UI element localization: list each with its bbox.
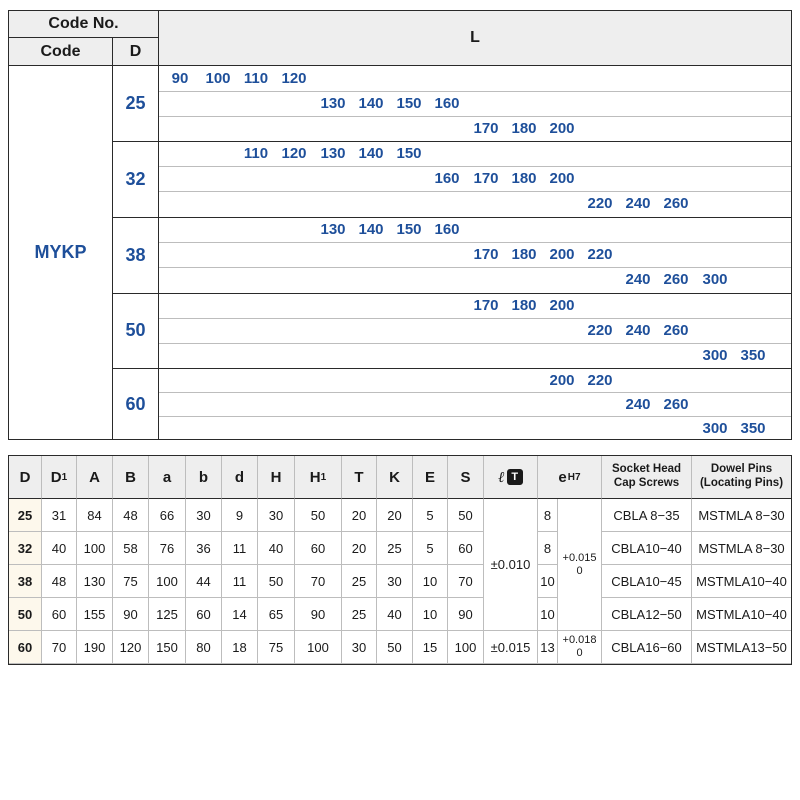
product-code: MYKP bbox=[9, 66, 113, 439]
cell-screw: CBLA 8−35 bbox=[602, 499, 692, 532]
length-value: 120 bbox=[281, 70, 307, 87]
cell-e: 10 bbox=[413, 598, 448, 631]
cell-a: 76 bbox=[149, 532, 186, 565]
cell-a: 66 bbox=[149, 499, 186, 532]
length-value: 200 bbox=[549, 246, 575, 263]
cell-d1: 70 bbox=[42, 631, 77, 664]
length-value: 200 bbox=[549, 297, 575, 314]
cell-d: 60 bbox=[9, 631, 42, 664]
length-value: 90 bbox=[171, 70, 189, 87]
cell-h1: 90 bbox=[295, 598, 342, 631]
cell-e: 15 bbox=[413, 631, 448, 664]
cell-pin: MSTMLA10−40 bbox=[692, 565, 791, 598]
length-value: 240 bbox=[625, 322, 651, 339]
lt-tolerance: ±0.015 bbox=[484, 631, 538, 664]
header-lt: ℓ T bbox=[484, 456, 538, 499]
cell-e: 5 bbox=[413, 499, 448, 532]
length-value: 150 bbox=[396, 221, 422, 238]
length-value: 350 bbox=[740, 347, 766, 364]
cell-h1: 70 bbox=[295, 565, 342, 598]
cell-d: 18 bbox=[222, 631, 258, 664]
header-screw: Socket Head Cap Screws bbox=[602, 456, 692, 499]
length-value: 130 bbox=[320, 145, 346, 162]
length-value: 220 bbox=[587, 195, 613, 212]
length-row bbox=[159, 416, 791, 441]
cell-k: 40 bbox=[377, 598, 413, 631]
length-selection-table bbox=[8, 10, 792, 440]
cell-d1: 60 bbox=[42, 598, 77, 631]
length-value: 300 bbox=[702, 420, 728, 437]
length-row bbox=[159, 267, 791, 292]
header-s: S bbox=[448, 456, 484, 499]
cell-s: 50 bbox=[448, 499, 484, 532]
cell-a: 84 bbox=[77, 499, 113, 532]
length-value: 300 bbox=[702, 271, 728, 288]
d-value: 25 bbox=[113, 66, 159, 141]
length-value: 180 bbox=[511, 170, 537, 187]
cell-a: 190 bbox=[77, 631, 113, 664]
header-d1: D 1 bbox=[42, 456, 77, 499]
length-value: 150 bbox=[396, 145, 422, 162]
cell-a: 150 bbox=[149, 631, 186, 664]
cell-b: 60 bbox=[186, 598, 222, 631]
length-value: 240 bbox=[625, 195, 651, 212]
length-row bbox=[159, 141, 791, 166]
length-row bbox=[159, 166, 791, 191]
length-value: 170 bbox=[473, 297, 499, 314]
cell-h1: 60 bbox=[295, 532, 342, 565]
cell-b: 80 bbox=[186, 631, 222, 664]
l-header: L bbox=[470, 29, 480, 46]
d-value: 50 bbox=[113, 293, 159, 368]
length-value: 170 bbox=[473, 246, 499, 263]
header-a: a bbox=[149, 456, 186, 499]
length-value: 260 bbox=[663, 195, 689, 212]
cell-k: 20 bbox=[377, 499, 413, 532]
length-value: 240 bbox=[625, 271, 651, 288]
length-value: 110 bbox=[243, 145, 269, 162]
cell-screw: CBLA10−40 bbox=[602, 532, 692, 565]
header-e: e H7 bbox=[538, 456, 602, 499]
length-value: 130 bbox=[320, 95, 346, 112]
cell-d: 11 bbox=[222, 532, 258, 565]
cell-k: 30 bbox=[377, 565, 413, 598]
e-tolerance: +0.018 0 bbox=[558, 631, 602, 664]
cell-a: 100 bbox=[149, 565, 186, 598]
cell-d: 50 bbox=[9, 598, 42, 631]
length-value: 260 bbox=[663, 322, 689, 339]
length-value: 170 bbox=[473, 120, 499, 137]
header-h: H bbox=[258, 456, 295, 499]
length-value: 140 bbox=[358, 95, 384, 112]
length-value: 260 bbox=[663, 271, 689, 288]
length-value: 170 bbox=[473, 170, 499, 187]
e-value: 10 bbox=[538, 598, 558, 631]
cell-s: 60 bbox=[448, 532, 484, 565]
length-row bbox=[159, 343, 791, 368]
cell-h1: 100 bbox=[295, 631, 342, 664]
length-value: 100 bbox=[205, 70, 231, 87]
cell-a: 155 bbox=[77, 598, 113, 631]
cell-d1: 31 bbox=[42, 499, 77, 532]
header-b: B bbox=[113, 456, 149, 499]
cell-b: 75 bbox=[113, 565, 149, 598]
length-value: 350 bbox=[740, 420, 766, 437]
cell-h: 50 bbox=[258, 565, 295, 598]
cell-d: 11 bbox=[222, 565, 258, 598]
cell-d: 38 bbox=[9, 565, 42, 598]
cell-b: 120 bbox=[113, 631, 149, 664]
cell-k: 25 bbox=[377, 532, 413, 565]
length-row bbox=[159, 318, 791, 343]
cell-k: 50 bbox=[377, 631, 413, 664]
length-row bbox=[159, 368, 791, 393]
d-value: 32 bbox=[113, 141, 159, 217]
d-value: 60 bbox=[113, 368, 159, 440]
length-row bbox=[159, 217, 791, 242]
length-value: 160 bbox=[434, 95, 460, 112]
length-row bbox=[159, 191, 791, 216]
cell-e: 10 bbox=[413, 565, 448, 598]
cell-s: 100 bbox=[448, 631, 484, 664]
length-value: 140 bbox=[358, 221, 384, 238]
header-d: d bbox=[222, 456, 258, 499]
cell-screw: CBLA12−50 bbox=[602, 598, 692, 631]
length-row bbox=[159, 392, 791, 417]
length-value: 200 bbox=[549, 170, 575, 187]
length-value: 160 bbox=[434, 170, 460, 187]
cell-d1: 48 bbox=[42, 565, 77, 598]
length-value: 220 bbox=[587, 322, 613, 339]
cell-t: 25 bbox=[342, 598, 377, 631]
cell-t: 30 bbox=[342, 631, 377, 664]
header-t: T bbox=[342, 456, 377, 499]
length-row bbox=[159, 116, 791, 141]
length-row bbox=[159, 293, 791, 318]
length-value: 160 bbox=[434, 221, 460, 238]
code-header: Code bbox=[9, 38, 113, 65]
header-pin: Dowel Pins (Locating Pins) bbox=[692, 456, 791, 499]
header-b: b bbox=[186, 456, 222, 499]
cell-t: 20 bbox=[342, 532, 377, 565]
cell-h: 40 bbox=[258, 532, 295, 565]
header-h1: H 1 bbox=[295, 456, 342, 499]
length-row bbox=[159, 242, 791, 267]
cell-b: 30 bbox=[186, 499, 222, 532]
length-value: 120 bbox=[281, 145, 307, 162]
cell-h: 65 bbox=[258, 598, 295, 631]
cell-a: 100 bbox=[77, 532, 113, 565]
length-value: 220 bbox=[587, 372, 613, 389]
length-value: 260 bbox=[663, 396, 689, 413]
cell-a: 130 bbox=[77, 565, 113, 598]
cell-e: 5 bbox=[413, 532, 448, 565]
length-value: 110 bbox=[243, 70, 269, 87]
length-value: 300 bbox=[702, 347, 728, 364]
cell-a: 125 bbox=[149, 598, 186, 631]
cell-pin: MSTMLA 8−30 bbox=[692, 532, 791, 565]
e-value: 13 bbox=[538, 631, 558, 664]
cell-t: 25 bbox=[342, 565, 377, 598]
d-value: 38 bbox=[113, 217, 159, 293]
cell-pin: MSTMLA 8−30 bbox=[692, 499, 791, 532]
cell-s: 90 bbox=[448, 598, 484, 631]
length-value: 220 bbox=[587, 246, 613, 263]
lt-tolerance: ±0.010 bbox=[484, 499, 538, 631]
cell-d: 9 bbox=[222, 499, 258, 532]
header-d: D bbox=[9, 456, 42, 499]
e-value: 10 bbox=[538, 565, 558, 598]
length-value: 150 bbox=[396, 95, 422, 112]
length-value: 130 bbox=[320, 221, 346, 238]
dimension-table bbox=[8, 455, 792, 665]
cell-d1: 40 bbox=[42, 532, 77, 565]
cell-b: 58 bbox=[113, 532, 149, 565]
cell-s: 70 bbox=[448, 565, 484, 598]
length-value: 200 bbox=[549, 120, 575, 137]
header-a: A bbox=[77, 456, 113, 499]
cell-screw: CBLA10−45 bbox=[602, 565, 692, 598]
cell-h1: 50 bbox=[295, 499, 342, 532]
cell-pin: MSTMLA13−50 bbox=[692, 631, 791, 664]
code-no-header: Code No. bbox=[9, 11, 159, 38]
cell-screw: CBLA16−60 bbox=[602, 631, 692, 664]
e-value: 8 bbox=[538, 532, 558, 565]
length-value: 200 bbox=[549, 372, 575, 389]
length-row bbox=[159, 91, 791, 116]
d-header: D bbox=[113, 38, 159, 65]
length-value: 180 bbox=[511, 297, 537, 314]
cell-d: 14 bbox=[222, 598, 258, 631]
length-value: 180 bbox=[511, 120, 537, 137]
header-k: K bbox=[377, 456, 413, 499]
cell-b: 90 bbox=[113, 598, 149, 631]
cell-t: 20 bbox=[342, 499, 377, 532]
cell-pin: MSTMLA10−40 bbox=[692, 598, 791, 631]
cell-h: 30 bbox=[258, 499, 295, 532]
cell-b: 44 bbox=[186, 565, 222, 598]
cell-d: 32 bbox=[9, 532, 42, 565]
length-value: 180 bbox=[511, 246, 537, 263]
cell-b: 48 bbox=[113, 499, 149, 532]
e-value: 8 bbox=[538, 499, 558, 532]
cell-d: 25 bbox=[9, 499, 42, 532]
length-value: 240 bbox=[625, 396, 651, 413]
cell-b: 36 bbox=[186, 532, 222, 565]
table1-header bbox=[9, 11, 791, 66]
e-tolerance: +0.015 0 bbox=[558, 499, 602, 631]
length-value: 140 bbox=[358, 145, 384, 162]
length-row bbox=[159, 66, 791, 91]
header-e: E bbox=[413, 456, 448, 499]
cell-h: 75 bbox=[258, 631, 295, 664]
